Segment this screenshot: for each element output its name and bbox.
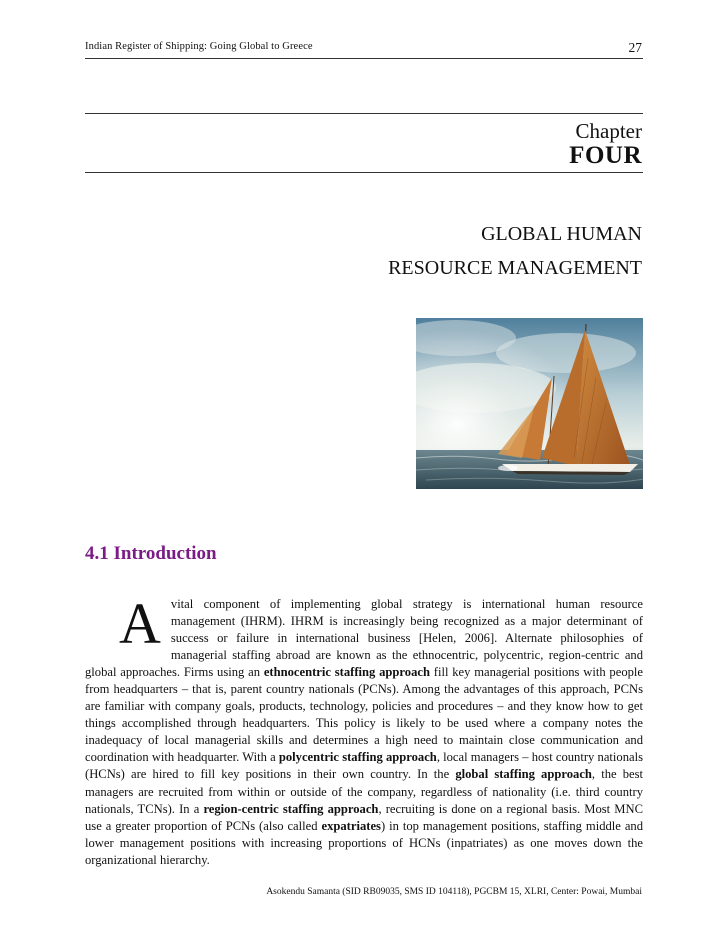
term-expatriates: expatriates: [321, 818, 381, 833]
chapter-title-line-2: RESOURCE MANAGEMENT: [388, 257, 642, 279]
chapter-top-rule: [85, 113, 643, 114]
chapter-title: [388, 217, 642, 285]
term-polycentric: polycentric staffing approach: [278, 750, 437, 765]
sailboat-photo: [416, 318, 643, 489]
intro-paragraph: [85, 591, 644, 869]
chapter-bottom-rule: [85, 172, 643, 173]
drop-cap: A: [119, 591, 161, 656]
chapter-label: Chapter: [575, 119, 642, 143]
intro-text-5: , recruiting is done on a regional basis. Most MNC use a greater proportion of PCNs (also called: [85, 801, 643, 833]
intro-text-4: , the best managers are recruited from within or outside of the company, regardless of nationality (i.e. third country nationals, TCNs). In a: [85, 767, 644, 816]
term-global: global staffing approach: [455, 767, 592, 782]
intro-text-2: fill key managerial positions with people from headquarters – that is, parent country nationals (PCNs). Among the advantages of this approach, PCNs are familiar with company goals, products, technology, policies and procedures – and they know how to get things accomplished through headquarters. This policy is likely to be used where a company notes the inadequacy of local managerial skills and determines a high need to maintain close communication and coordination with headquarter. With a: [85, 665, 643, 765]
running-header-title: Indian Register of Shipping: Going Global to Greece: [85, 41, 313, 52]
term-region-centric: region-centric staffing approach: [203, 801, 379, 816]
section-heading: 4.1 Introduction: [85, 543, 217, 564]
intro-text-6: ) in top management positions, staffing middle and lower management positions with increasing proportions of HCNs (inpatriates) as one moves down the organizational hierarchy.: [85, 818, 644, 867]
header-rule: [85, 58, 643, 59]
page-footer: Asokendu Samanta (SID RB09035, SMS ID 104118), PGCBM 15, XLRI, Center: Powai, Mumbai: [266, 887, 642, 897]
page-number: 27: [628, 40, 642, 55]
intro-text-3: , local managers – host country nationals (HCNs) are hired to fill key positions in their own country. In the: [85, 750, 643, 782]
chapter-title-line-1: GLOBAL HUMAN: [481, 223, 642, 245]
term-ethnocentric: ethnocentric staffing approach: [263, 665, 430, 680]
chapter-number: FOUR: [569, 142, 642, 169]
intro-text-1: vital component of implementing global strategy is international human resource management (IHRM). IHRM is increasingly being recognized as a major determinant of success or failure in international business [Helen, 2006]. Alternate philosophies of managerial staffing abroad are known as the ethnocentric, polycentric, region-centric and global approaches. Firms using an: [85, 597, 643, 680]
